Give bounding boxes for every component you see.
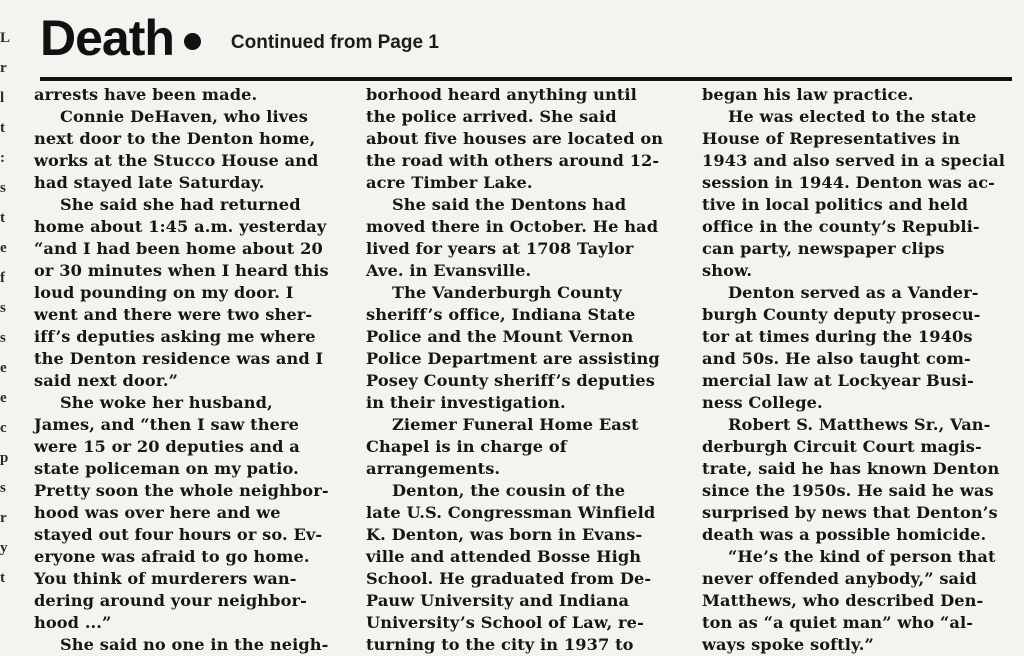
text-line: sheriff’s office, Indiana State — [366, 305, 636, 324]
text-line: had stayed late Saturday. — [34, 173, 265, 192]
edge-glyph: e — [0, 390, 7, 406]
edge-glyph: t — [0, 120, 5, 136]
header-rule — [40, 77, 1012, 81]
text-line: or 30 minutes when I heard this — [34, 261, 329, 280]
text-line: School. He graduated from De- — [366, 569, 652, 588]
text-line: Police Department are assisting — [366, 349, 660, 368]
text-line: “and I had been home about 20 — [34, 239, 323, 258]
edge-glyph: t — [0, 210, 5, 226]
text-line: She said no one in the neigh- — [60, 635, 329, 654]
text-column-1 — [34, 84, 344, 656]
adjacent-column-edge — [0, 0, 11, 655]
text-line: borhood heard anything until — [366, 85, 637, 104]
text-line: Police and the Mount Vernon — [366, 327, 634, 346]
text-line: ville and attended Bosse High — [366, 547, 642, 566]
text-line: Posey County sheriff’s deputies — [366, 371, 655, 390]
text-line: Chapel is in charge of — [366, 437, 567, 456]
text-line: next door to the Denton home, — [34, 129, 316, 148]
edge-glyph: y — [0, 540, 8, 556]
text-line: home about 1:45 a.m. yesterday — [34, 217, 327, 236]
text-line: acre Timber Lake. — [366, 173, 533, 192]
text-line: were 15 or 20 deputies and a — [34, 437, 300, 456]
text-line: 1943 and also served in a special — [702, 151, 1006, 170]
edge-glyph: L — [0, 30, 11, 46]
text-line: ton as “a quiet man” who “al- — [702, 613, 974, 632]
edge-glyph: : — [0, 150, 5, 166]
text-line: House of Representatives in — [702, 129, 961, 148]
text-line: James, and “then I saw there — [34, 415, 299, 434]
text-line: office in the county’s Republi- — [702, 217, 980, 236]
text-line: Denton served as a Vander- — [728, 283, 979, 302]
text-line: Robert S. Matthews Sr., Van- — [728, 415, 991, 434]
text-line: K. Denton, was born in Evans- — [366, 525, 643, 544]
text-line: Connie DeHaven, who lives — [60, 107, 308, 126]
text-line: Ziemer Funeral Home East — [392, 415, 639, 434]
text-line: Ave. in Evansville. — [366, 261, 532, 280]
text-line: stayed out four hours or so. Ev- — [34, 525, 323, 544]
text-line: in their investigation. — [366, 393, 566, 412]
text-line: surprised by news that Denton’s — [702, 503, 998, 522]
text-line: Pauw University and Indiana — [366, 591, 630, 610]
text-line: turning to the city in 1937 to — [366, 635, 634, 654]
text-line: mercial law at Lockyear Busi- — [702, 371, 974, 390]
text-line: You think of murderers wan- — [34, 569, 297, 588]
text-line: The Vanderburgh County — [392, 283, 622, 302]
edge-glyph: e — [0, 240, 7, 256]
text-line: session in 1944. Denton was ac- — [702, 173, 995, 192]
text-line: arrests have been made. — [34, 85, 258, 104]
text-line: death was a possible homicide. — [702, 525, 987, 544]
text-column-3 — [702, 84, 1010, 656]
edge-glyph: e — [0, 360, 7, 376]
text-line: state policeman on my patio. — [34, 459, 299, 478]
bullet-icon — [184, 33, 201, 50]
text-line: went and there were two sher- — [34, 305, 313, 324]
text-line: derburgh Circuit Court magis- — [702, 437, 982, 456]
edge-glyph: p — [0, 450, 9, 466]
edge-glyph: s — [0, 330, 6, 346]
text-line: and 50s. He also taught com- — [702, 349, 971, 368]
text-line: University’s School of Law, re- — [366, 613, 644, 632]
jump-line: Continued from Page 1 — [230, 32, 439, 53]
text-line: moved there in October. He had — [366, 217, 659, 236]
text-line: Pretty soon the whole neighbor- — [34, 481, 329, 500]
text-line: never offended anybody,” said — [702, 569, 977, 588]
text-column-2 — [366, 84, 674, 656]
text-line: the Denton residence was and I — [34, 349, 324, 368]
text-line: since the 1950s. He said he was — [702, 481, 994, 500]
text-line: the road with others around 12- — [366, 151, 660, 170]
edge-glyph: t — [0, 570, 5, 586]
text-line: show. — [702, 261, 753, 280]
text-line: She said she had returned — [60, 195, 301, 214]
text-line: can party, newspaper clips — [702, 239, 945, 258]
edge-glyph: s — [0, 480, 6, 496]
edge-glyph: r — [0, 510, 7, 526]
text-line: Denton, the cousin of the — [392, 481, 626, 500]
text-line: hood ...” — [34, 613, 112, 632]
text-line: late U.S. Congressman Winfield — [366, 503, 656, 522]
edge-glyph: l — [0, 90, 5, 106]
edge-glyph: r — [0, 60, 7, 76]
text-line: ways spoke softly.” — [702, 635, 874, 654]
edge-glyph: s — [0, 300, 6, 316]
text-line: ness College. — [702, 393, 823, 412]
text-line: Matthews, who described Den- — [702, 591, 984, 610]
text-line: eryone was afraid to go home. — [34, 547, 310, 566]
story-header — [40, 8, 439, 68]
text-line: “He’s the kind of person that — [728, 547, 996, 566]
text-line: hood was over here and we — [34, 503, 281, 522]
text-line: tor at times during the 1940s — [702, 327, 973, 346]
text-line: the police arrived. She said — [366, 107, 617, 126]
text-line: about five houses are located on — [366, 129, 664, 148]
text-line: loud pounding on my door. I — [34, 283, 294, 302]
text-line: tive in local politics and held — [702, 195, 969, 214]
text-line: lived for years at 1708 Taylor — [366, 239, 634, 258]
text-line: She said the Dentons had — [392, 195, 627, 214]
edge-glyph: f — [0, 270, 5, 286]
text-line: burgh County deputy prosecu- — [702, 305, 981, 324]
text-line: dering around your neighbor- — [34, 591, 307, 610]
text-line: iff’s deputies asking me where — [34, 327, 316, 346]
edge-glyph: s — [0, 180, 6, 196]
text-line: said next door.” — [34, 371, 179, 390]
kicker-title: Death — [40, 10, 174, 66]
text-line: began his law practice. — [702, 85, 914, 104]
text-line: He was elected to the state — [728, 107, 977, 126]
text-line: arrangements. — [366, 459, 501, 478]
text-line: She woke her husband, — [60, 393, 273, 412]
text-line: works at the Stucco House and — [34, 151, 319, 170]
edge-glyph: c — [0, 420, 7, 436]
text-line: trate, said he has known Denton — [702, 459, 1000, 478]
